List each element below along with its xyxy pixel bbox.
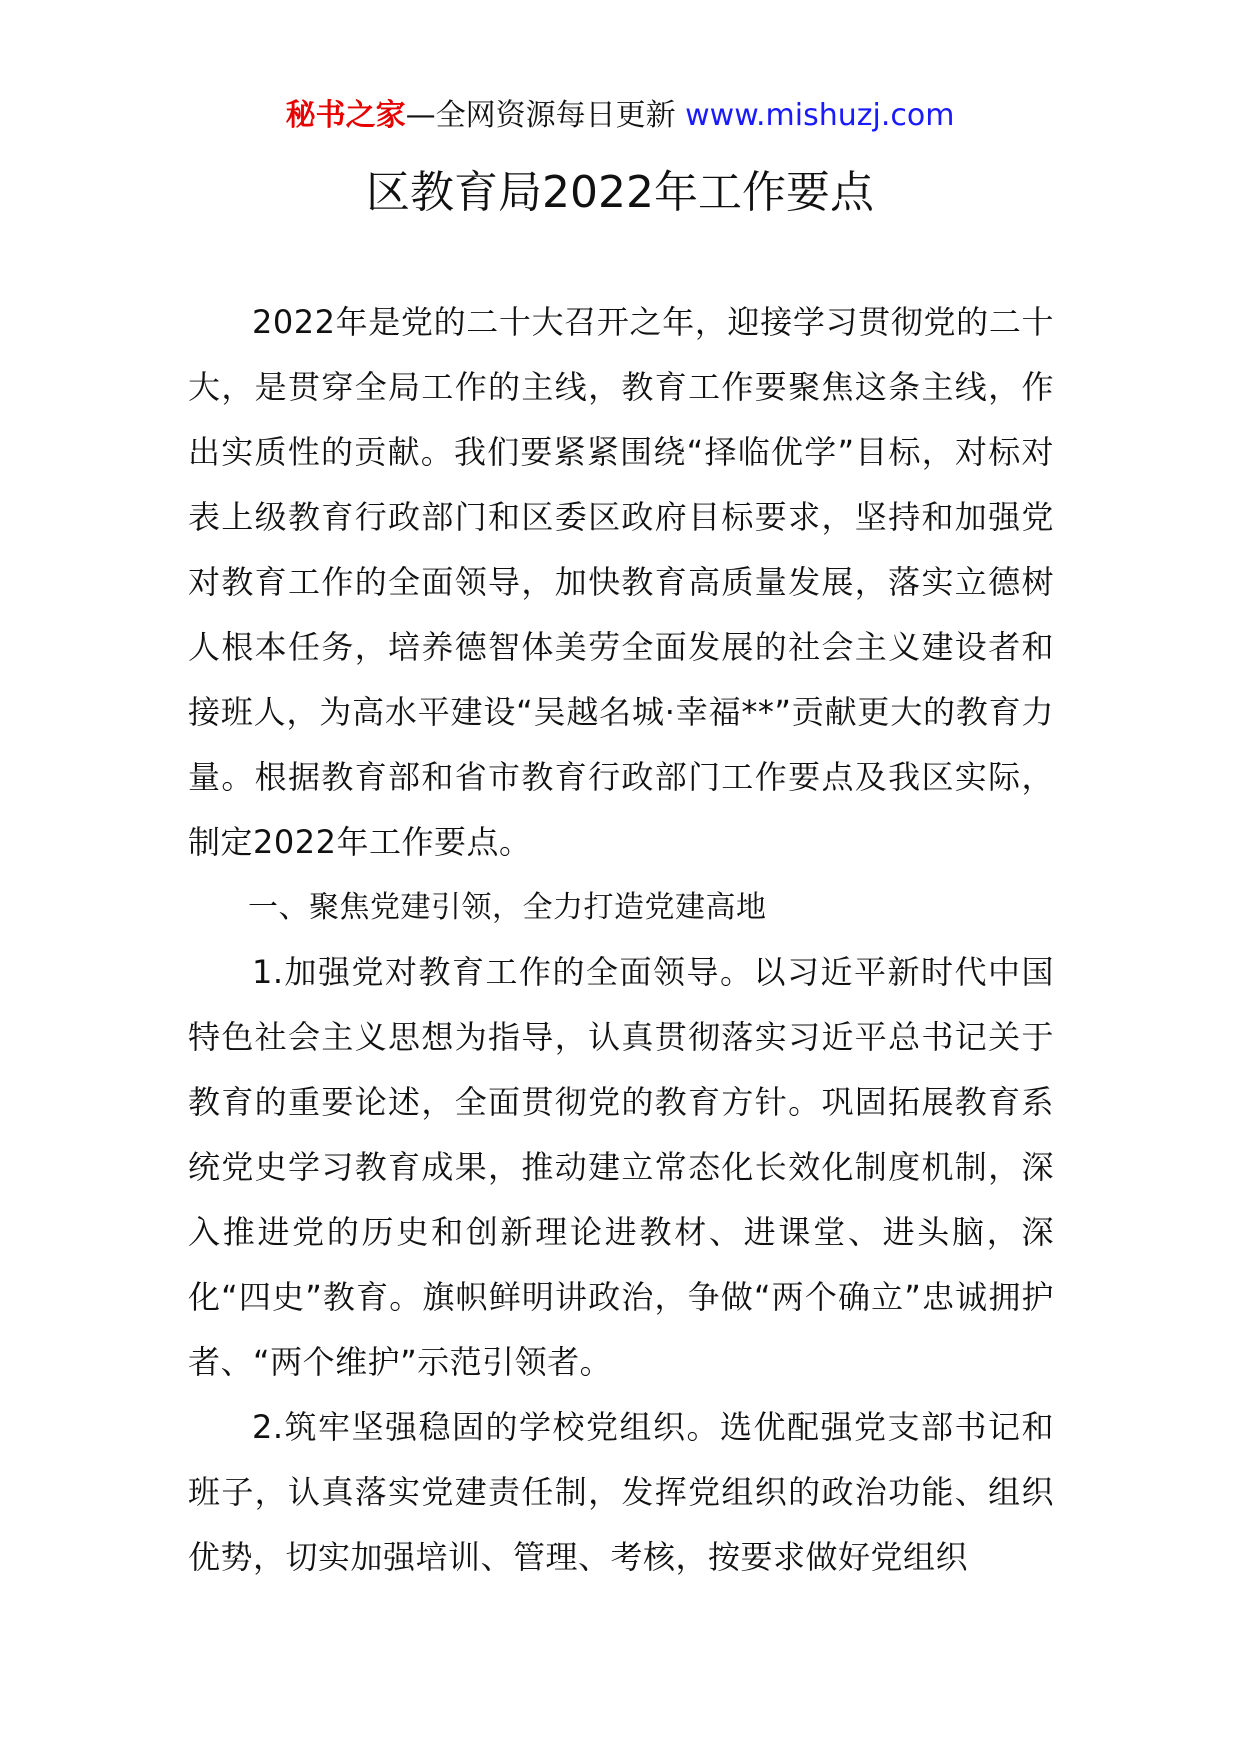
header-slogan: —全网资源每日更新	[405, 98, 686, 133]
body-paragraph: 2.筑牢坚强稳固的学校党组织。选优配强党支部书记和班子，认真落实党建责任制，发挥党组织的政治功能、组织优势，切实加强培训、管理、考核，按要求做好党组织	[188, 1408, 1054, 1576]
section-heading: 一、聚焦党建引领，全力打造党建高地	[248, 890, 767, 925]
body-paragraph: 1.加强党对教育工作的全面领导。以习近平新时代中国特色社会主义思想为指导，认真贯彻落实习近平总书记关于教育的重要论述，全面贯彻党的教育方针。巩固拓展教育系统党史学习教育成果，推动建立常态化长效化制度机制，深入推进党的历史和创新理论进教材、进课堂、进头脑，深化“四史”教育。旗帜鲜明讲政治，争做“两个确立”忠诚拥护者、“两个维护”示范引领者。	[188, 953, 1054, 1381]
site-url-link[interactable]: www.mishuzj.com	[685, 98, 955, 133]
intro-paragraph: 2022年是党的二十大召开之年，迎接学习贯彻党的二十大，是贯穿全局工作的主线，教育工作要聚焦这条主线，作出实质性的贡献。我们要紧紧围绕“择临优学”目标，对标对表上级教育行政部门和区委区政府目标要求，坚持和加强党对教育工作的全面领导，加快教育高质量发展，落实立德树人根本任务，培养德智体美劳全面发展的社会主义建设者和接班人，为高水平建设“吴越名城·幸福**”贡献更大的教育力量。根据教育部和省市教育行政部门工作要点及我区实际，制定2022年工作要点。	[188, 303, 1054, 861]
document-title: 区教育局2022年工作要点	[366, 167, 874, 218]
brand-name: 秘书之家	[285, 98, 406, 133]
document-body	[188, 290, 1054, 1590]
site-header	[0, 96, 1240, 136]
